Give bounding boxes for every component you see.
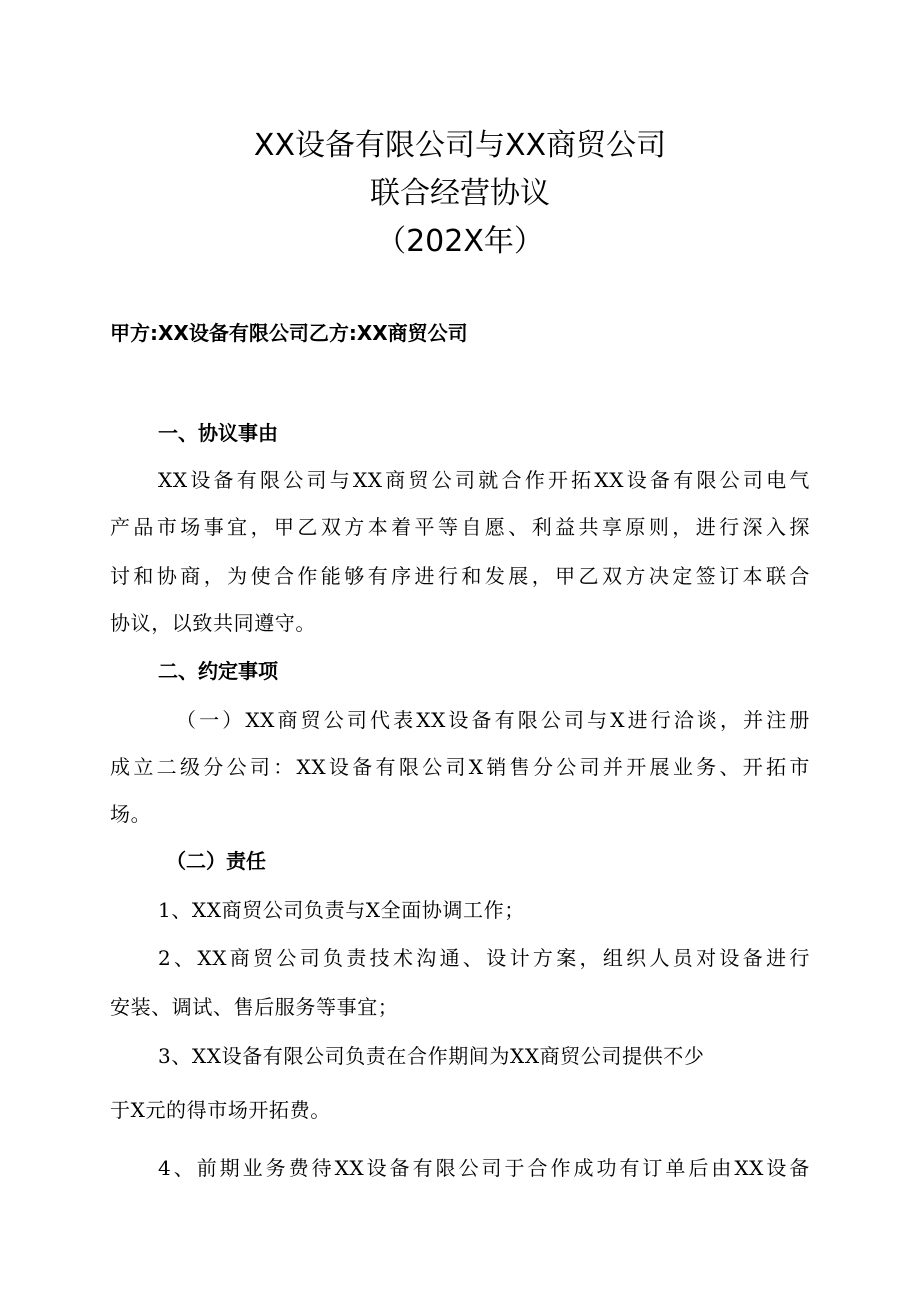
- section-2-item-1-line-2: 成立二级分公司：XX设备有限公司X销售分公司并开展业务、开拓市: [110, 755, 810, 779]
- clause-1: 1、XX商贸公司负责与X全面协调工作；: [158, 898, 525, 922]
- clause-3-line-2: 于X元的得市场开拓费。: [110, 1098, 331, 1122]
- clause-4-line-1: 4、前期业务费待XX设备有限公司于合作成功有订单后由XX设备: [158, 1156, 810, 1180]
- section-1-line-4: 协议，以致共同遵守。: [110, 611, 316, 635]
- section-1-line-3: 讨和协商，为使合作能够有序进行和发展，甲乙双方决定签订本联合: [110, 564, 810, 588]
- title-line-1: XX设备有限公司与XX商贸公司: [253, 128, 667, 163]
- section-2-item-1-line-1: （一）XX商贸公司代表XX设备有限公司与X进行洽谈，并注册: [176, 708, 810, 732]
- clause-3-line-1: 3、XX设备有限公司负责在合作期间为XX商贸公司提供不少: [158, 1044, 705, 1068]
- section-2-item-1-line-3: 场。: [110, 802, 152, 826]
- parties-line: 甲方:XX设备有限公司乙方:XX商贸公司: [110, 321, 468, 345]
- section-1-heading: 一、协议事由: [158, 421, 278, 445]
- section-1-line-2: 产品市场事宜，甲乙双方本着平等自愿、利益共享原则，进行深入探: [110, 515, 810, 539]
- clause-2-line-1: 2、XX商贸公司负责技术沟通、设计方案，组织人员对设备进行: [158, 946, 810, 970]
- title-line-3: （202X年）: [376, 224, 544, 259]
- section-2-heading: 二、约定事项: [158, 659, 278, 683]
- title-line-2: 联合经营协议: [370, 176, 550, 211]
- clause-2-line-2: 安装、调试、售后服务等事宜；: [110, 995, 399, 1019]
- section-1-line-1: XX设备有限公司与XX商贸公司就合作开拓XX设备有限公司电气: [158, 468, 810, 492]
- responsibility-subheading: （二）责任: [166, 849, 266, 873]
